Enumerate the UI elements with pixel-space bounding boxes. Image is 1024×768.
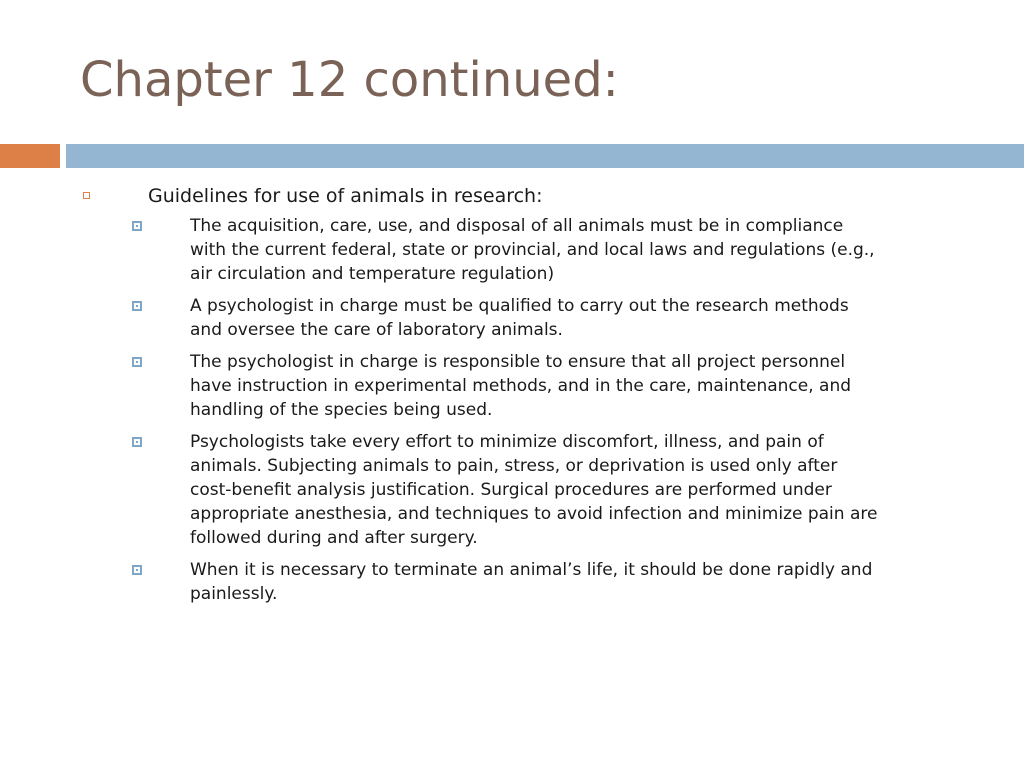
accent-bar-orange xyxy=(0,144,60,168)
sub-bullet-item xyxy=(80,558,880,606)
main-bullet-text: Guidelines for use of animals in research: xyxy=(148,185,543,207)
filled-square-icon xyxy=(132,301,142,311)
filled-square-icon xyxy=(132,565,142,575)
sub-bullet-text: Psychologists take every effort to minimize discomfort, illness, and pain of animals. Subjecting animals to pain, stress, or deprivation is used only after cost-benefit analysis justification. Surgical procedures are performed under appropriate anesthesia, and techniques to avoid infection and minimize pain are followed during and after surgery. xyxy=(190,432,878,548)
sub-bullet-item xyxy=(80,430,880,550)
slide-title: Chapter 12 continued: xyxy=(80,52,619,108)
sub-bullet-text: The acquisition, care, use, and disposal of all animals must be in compliance with the current federal, state or provincial, and local laws and regulations (e.g., air circulation and temperature regulation) xyxy=(190,216,875,284)
sub-bullet-item xyxy=(80,214,880,286)
filled-square-icon xyxy=(132,357,142,367)
filled-square-icon xyxy=(132,437,142,447)
hollow-square-icon xyxy=(83,192,90,199)
sub-bullet-item xyxy=(80,350,880,422)
slide-content xyxy=(80,182,980,614)
main-bullet-item xyxy=(80,182,980,210)
sub-bullet-text: When it is necessary to terminate an animal’s life, it should be done rapidly and painlessly. xyxy=(190,560,873,604)
sub-bullet-text: The psychologist in charge is responsible to ensure that all project personnel have instruction in experimental methods, and in the care, maintenance, and handling of the species being used. xyxy=(190,352,852,420)
sub-bullet-text: A psychologist in charge must be qualified to carry out the research methods and oversee the care of laboratory animals. xyxy=(190,296,849,340)
accent-bar-blue xyxy=(66,144,1024,168)
filled-square-icon xyxy=(132,221,142,231)
sub-bullet-item xyxy=(80,294,880,342)
